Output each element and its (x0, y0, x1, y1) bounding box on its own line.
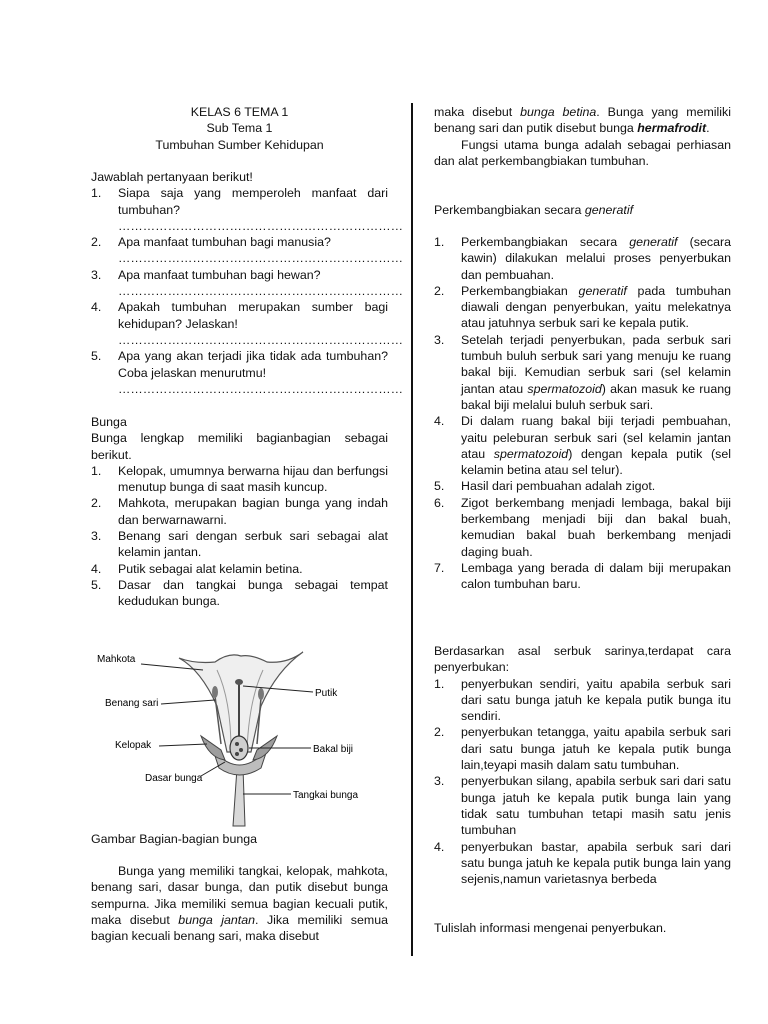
question-item (91, 299, 403, 348)
question-text: Apa yang akan terjadi jika tidak ada tumbuhan? Coba jelaskan menurutmu! (118, 349, 388, 380)
questions-section (91, 169, 403, 397)
label-putik: Putik (315, 688, 338, 699)
question-item (91, 267, 403, 300)
generatif-item (434, 413, 731, 478)
item-text: Setelah terjadi penyerbukan, pada serbuk sari tumbuh buluh serbuk sari yang menuju ke ruang bakal biji. Kemudian serbuk sari (sel kelamin jantan atau (461, 332, 731, 396)
label-tangkai-bunga: Tangkai bunga (293, 790, 359, 801)
penyerbukan-item (434, 724, 731, 773)
label-benang-sari: Benang sari (105, 698, 159, 709)
question-number: 2. (91, 235, 102, 250)
header-title: Tumbuhan Sumber Kehidupan (155, 137, 324, 152)
question-text: Siapa saja yang memperoleh manfaat dari tumbuhan? (118, 186, 388, 217)
item-term: generatif (629, 235, 678, 249)
item-number: 7. (434, 560, 445, 575)
questions-heading: Jawablah pertanyaan berikut! (91, 170, 253, 184)
leader-line (159, 744, 207, 746)
item-text: Kelopak, umumnya berwarna hijau dan berfungsi menutup bunga di saat masih kuncup. (118, 463, 388, 495)
generatif-list (434, 234, 731, 593)
bunga-part-item (91, 463, 388, 496)
answer-line: …………………………………………………………… (118, 381, 403, 396)
generatif-item (434, 332, 731, 413)
penyerbukan-intro: Berdasarkan asal serbuk sarinya,terdapat cara penyerbukan: (434, 644, 731, 675)
question-number: 5. (91, 349, 102, 364)
paragraph-text: . (706, 121, 710, 136)
item-number: 1. (91, 463, 102, 478)
generatif-heading (434, 202, 731, 218)
generatif-item (434, 234, 731, 283)
label-dasar-bunga: Dasar bunga (145, 773, 203, 784)
penyerbukan-item (434, 839, 731, 888)
question-text: Apa manfaat tumbuhan bagi manusia? (118, 235, 331, 250)
item-text: Lembaga yang berada di dalam biji merupakan calon tumbuhan baru. (461, 560, 731, 592)
question-text: Apa manfaat tumbuhan bagi hewan? (118, 267, 321, 282)
item-text: penyerbukan bastar, apabila serbuk sari dari satu bunga jatuh ke kepala putik bunga lain yang sejenis,namun varietasnya berbeda (461, 839, 731, 887)
paragraph-text: . Jika memiliki semua bagian kecuali benang sari, maka disebut (91, 912, 388, 944)
heading-term: generatif (584, 203, 634, 217)
item-term: spermatozoid (493, 446, 569, 461)
penyerbukan-item (434, 676, 731, 725)
header-class: KELAS 6 TEMA 1 (190, 105, 289, 119)
worksheet-header (91, 104, 388, 153)
item-text: Di dalam ruang bakal biji terjadi pembuahan, yaitu peleburan serbuk sari (sel kelamin jantan atau (461, 414, 731, 461)
leader-line (161, 700, 215, 704)
label-kelopak: Kelopak (115, 740, 152, 751)
item-number: 2. (91, 496, 102, 511)
item-number: 4. (91, 561, 102, 576)
paragraph-text: Bunga yang memiliki tangkai, kelopak, mahkota, benang sari, dasar bunga, dan putik disebut bunga sempurna. Jika memiliki semua bagian kecuali putik, maka disebut (91, 864, 388, 927)
generatif-item (434, 495, 731, 560)
item-number: 4. (434, 839, 445, 854)
bunga-intro: Bunga lengkap memiliki bagianbagian sebagai berikut. (91, 431, 388, 462)
bunga-types-continued: maka disebut bunga betina. Bunga yang memiliki benang sari dan putik disebut bunga hermafrodit. (434, 105, 731, 136)
label-mahkota: Mahkota (97, 654, 136, 665)
flower-diagram (91, 640, 388, 830)
item-number: 2. (434, 283, 445, 298)
question-number: 1. (91, 186, 102, 201)
term-hermafrodit: hermafrodit (637, 121, 707, 136)
item-number: 5. (91, 577, 102, 592)
penyerbukan-section (434, 643, 731, 887)
item-number: 6. (434, 495, 445, 510)
item-number: 3. (91, 529, 102, 544)
generatif-item (434, 283, 731, 332)
item-number: 3. (434, 332, 445, 347)
fungsi-paragraph: Fungsi utama bunga adalah sebagai perhiasan dan alat perkembangbiakan tumbuhan. (434, 138, 731, 169)
bunga-part-item (91, 528, 388, 561)
answer-line: …………………………………………………………… (118, 218, 403, 233)
item-text: Putik sebagai alat kelamin betina. (118, 561, 303, 576)
item-text: Mahkota, merupakan bagian bunga yang indah dan berwarnawarni. (118, 496, 388, 527)
item-number: 3. (434, 774, 445, 789)
item-number: 1. (434, 676, 445, 691)
generatif-item (434, 560, 731, 593)
task-instruction: Tulislah informasi mengenai penyerbukan. (434, 921, 667, 935)
item-text: Perkembangbiakan secara (461, 235, 630, 249)
term-bunga-jantan: bunga jantan (178, 912, 256, 927)
item-text: Zigot berkembang menjadi lembaga, bakal biji berkembang menjadi biji dan bakal buah, kemudian bakal buah berkembang menjadi daging buah. (461, 495, 731, 559)
bunga-types-paragraph (91, 863, 388, 944)
answer-line: …………………………………………………………… (118, 332, 403, 347)
bunga-part-item (91, 495, 388, 528)
item-text: (secara kawin) dilakukan melalui proses penyerbukan dan pembuahan. (461, 235, 731, 282)
item-term: spermatozoid (527, 381, 602, 396)
flower-illustration (179, 652, 303, 826)
item-text: penyerbukan tetangga, yaitu apabila serbuk sari dari satu bunga jatuh ke kepala putik bunga lain,teyapi masih dalam satu tumbuhan. (461, 725, 731, 773)
item-term: generatif (578, 283, 627, 298)
penyerbukan-item (434, 773, 731, 838)
item-text: Perkembangbiakan (461, 283, 579, 298)
question-text: Apakah tumbuhan merupakan sumber bagi kehidupan? Jelaskan! (118, 300, 388, 331)
answer-line: …………………………………………………………… (118, 251, 403, 266)
heading-text: Perkembangbiakan secara (434, 203, 585, 217)
label-bakal-biji: Bakal biji (313, 744, 354, 755)
item-text: penyerbukan sendiri, yaitu apabila serbuk sari dari satu bunga jatuh ke kepala putik bunga itu sendiri. (461, 676, 731, 724)
generatif-item (434, 478, 731, 494)
question-item (91, 348, 403, 397)
bunga-section (91, 414, 388, 610)
item-text: Dasar dan tangkai bunga sebagai tempat kedudukan bunga. (118, 577, 388, 609)
question-number: 4. (91, 300, 102, 315)
item-text: pada tumbuhan diawali dengan penyerbukan, yaitu melekatnya atau jatuhnya serbuk sari ke kepala putik. (461, 283, 731, 331)
question-number: 3. (91, 267, 102, 282)
column-divider (411, 103, 413, 956)
bunga-heading: Bunga (91, 415, 127, 429)
figure-caption: Gambar Bagian-bagian bunga (91, 832, 258, 846)
answer-line: …………………………………………………………… (118, 284, 403, 299)
item-text: penyerbukan silang, apabila serbuk sari dari satu bunga jatuh ke kepala putik bunga lain yang tidak satu tumbuhan tetapi masih satu jenis tumbuhan (461, 774, 731, 838)
item-text: ) akan masuk ke ruang bakal biji melalui buluh serbuk sari. (461, 381, 731, 412)
paragraph-text: . Bunga yang memiliki benang sari dan putik disebut bunga (434, 105, 731, 136)
item-text: Hasil dari pembuahan adalah zigot. (461, 479, 656, 494)
item-number: 2. (434, 725, 445, 740)
header-subtheme: Sub Tema 1 (206, 121, 273, 136)
item-number: 1. (434, 235, 445, 249)
item-number: 5. (434, 479, 445, 494)
question-item (91, 234, 403, 267)
item-text: ) dengan kepala putik (sel kelamin betina atau sel telur). (461, 446, 731, 478)
item-number: 4. (434, 414, 445, 429)
bunga-part-item (91, 577, 388, 610)
question-item (91, 185, 403, 234)
item-text: Benang sari dengan serbuk sari sebagai alat kelamin jantan. (118, 529, 388, 560)
bunga-part-item (91, 561, 388, 577)
term-bunga-betina: bunga betina (520, 105, 597, 119)
